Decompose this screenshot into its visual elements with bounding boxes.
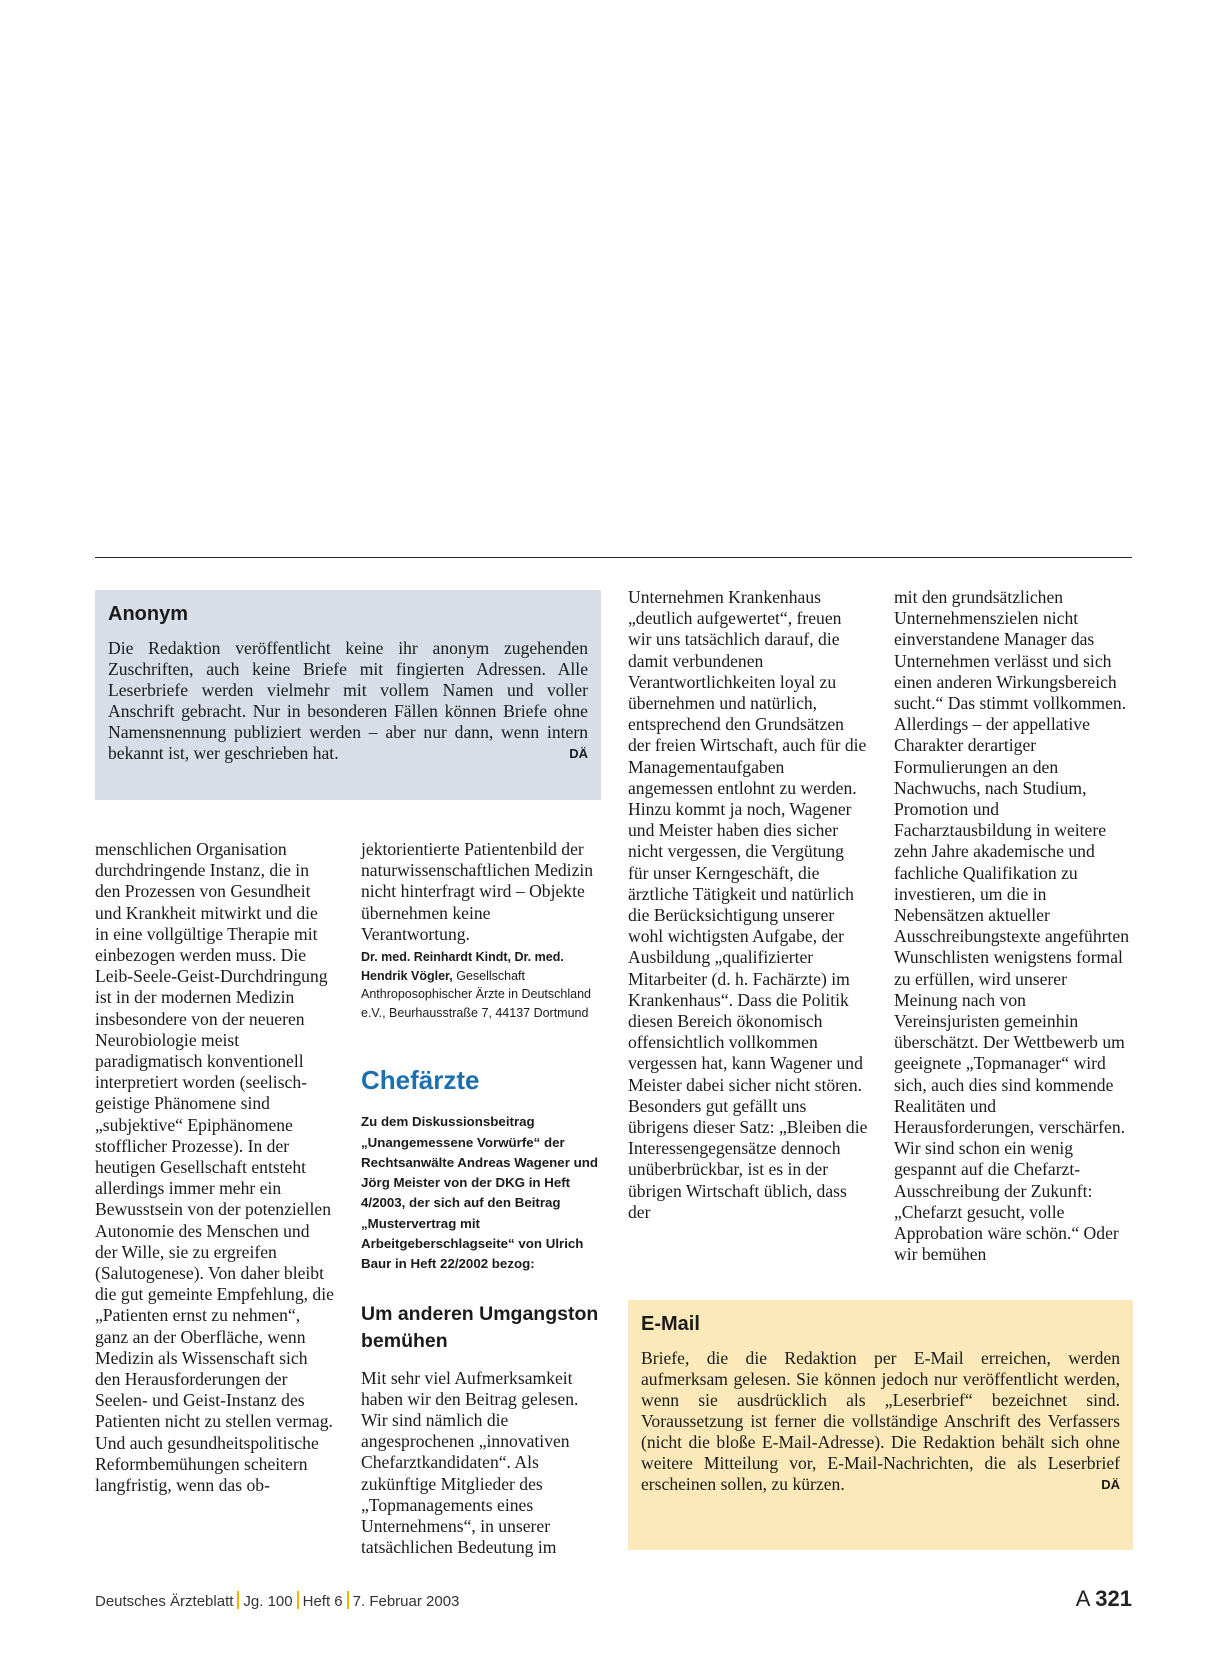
anonym-box-text: Die Redaktion veröffentlicht keine ihr anonym zugehenden Zuschriften, auch keine Briefe mit fingierten Adressen. Alle Leserbriefe werden vielmehr mit vollem Namen und voller Anschrift gebracht. Nur in besonderen Fällen können Briefe ohne Namensnennung publiziert werden – aber nur dann, wenn intern bekannt ist, wer geschrieben hat.	[108, 638, 588, 763]
page-number-value: 321	[1095, 1586, 1132, 1611]
footer-separator	[237, 1591, 239, 1609]
email-box-title: E-Mail	[641, 1313, 700, 1335]
email-box-text: Briefe, die die Redaktion per E-Mail erreichen, werden aufmerksam gelesen. Sie können jedoch nur veröffentlicht werden, wenn sie ausdrücklich als „Leserbrief“ bezeichnet sind. Voraussetzung ist ferner die vollständige Anschrift des Verfassers (nicht die bloße E-Mail-Adresse). Die Redaktion behält sich ohne weitere Mitteilung vor, E-Mail-Nachrichten, die als Leserbrief erscheinen sollen, zu kürzen.	[641, 1348, 1120, 1494]
page-footer	[95, 1588, 1132, 1612]
article-reference-intro: Zu dem Diskussionsbeitrag „Unangemessene Vorwürfe“ der Rechtsanwälte Andreas Wagener und Jörg Meister von der DKG in Heft 4/2003, der sich auf den Beitrag „Mustervertrag mit Arbeitgeberschlagseite“ von Ulrich Baur in Heft 22/2002 bezog:	[361, 1114, 598, 1272]
footer-separator	[347, 1591, 349, 1609]
section-title: Chefärzte	[361, 1065, 480, 1096]
email-info-box	[628, 1300, 1133, 1550]
text-column-3	[628, 587, 868, 1223]
author-names: Dr. med. Reinhardt Kindt, Dr. med. Hendrik Vögler,	[361, 950, 564, 983]
anonym-info-box	[95, 590, 601, 800]
email-box-signature: DÄ	[1101, 1477, 1120, 1492]
journal-issue: Heft 6	[302, 1593, 343, 1610]
anonym-box-title: Anonym	[108, 603, 188, 625]
footer-citation	[95, 1591, 459, 1610]
page-prefix: A	[1075, 1586, 1090, 1611]
journal-name: Deutsches Ärzteblatt	[95, 1593, 234, 1610]
text-column-1	[95, 839, 335, 1496]
text-column-4	[894, 587, 1134, 1266]
column-3-text: Unternehmen Krankenhaus „deutlich aufgewertet“, freuen wir uns tatsächlich darauf, die damit verbundenen Verantwortlichkeiten loyal zu übernehmen und natürlich, entsprechend den Grundsätzen der freien Wirtschaft, auch für die Managementaufgaben angemessen entlohnt zu werden. Hinzu kommt ja noch, Wagener und Meister haben dies sicher nicht vergessen, die Vergütung für unser Kerngeschäft, die ärztliche Tätigkeit und natürlich die Berücksichtigung unserer wohl wichtigsten Aufgabe, der Ausbildung „qualifizierter Mitarbeiter (d. h. Fachärzte) im Krankenhaus“. Dass die Politik diesen Bereich ökonomisch offensichtlich vollkommen vergessen hat, kann Wagener und Meister dabei sicher nicht stören. Besonders gut gefällt uns übrigens dieser Satz: „Bleiben die Interessengegensätze dennoch unüberbrückbar, ist es in der übrigen Wirtschaft üblich, dass der	[628, 587, 868, 1222]
author-signature	[361, 948, 601, 1022]
journal-date: 7. Februar 2003	[352, 1593, 460, 1610]
journal-volume: Jg. 100	[243, 1593, 293, 1610]
column-2-text: jektorientierte Patientenbild der naturwissenschaftlichen Medizin nicht hinterfragt wird – Objekte übernehmen keine Verantwortung.	[361, 839, 594, 944]
anonym-box-signature: DÄ	[569, 746, 588, 761]
letter-text-start: Mit sehr viel Aufmerksamkeit haben wir den Beitrag gelesen. Wir sind nämlich die angesprochenen „innovativen Chefarztkandidaten“. Als zukünftige Mitglieder des „Topmanagements eines Unternehmens“, in unserer tatsächlichen Bedeutung im	[361, 1367, 579, 1558]
footer-separator	[297, 1591, 299, 1609]
column-1-text: menschlichen Organisation durchdringende Instanz, die in den Prozessen von Gesundheit und Krankheit mitwirkt und die in eine vollgültige Therapie mit einbezogen werden muss. Die Leib-Seele-Geist-Durchdringung ist in der modernen Medizin insbesondere von der neueren Neurobiologie meist paradigmatisch konventionell interpretiert worden (seelisch-geistige Phänomene sind „subjektive“ Epiphänomene stofflicher Prozesse). In der heutigen Gesellschaft entsteht allerdings immer mehr ein Bewusstsein von der potenziellen Autonomie des Menschen und der Wille, sie zu ergreifen (Salutogenese). Von daher bleibt die gut gemeinte Empfehlung, die „Patienten ernst zu nehmen“, ganz an der Oberfläche, wenn Medizin als Wissenschaft sich den Herausforderungen der Seelen- und Geist-Instanz des Patienten nicht zu stellen vermag. Und auch gesundheitspolitische Reformbemühungen scheitern langfristig, wenn das ob-	[95, 839, 334, 1496]
page-number	[1076, 1586, 1132, 1612]
column-4-text: mit den grundsätzlichen Unternehmenszielen nicht einverstandene Manager das Unternehmen verlässt und sich einen anderen Wirkungsbereich sucht.“ Das stimmt vollkommen. Allerdings – der appellative Charakter derartiger Formulierungen an den Nachwuchs, nach Studium, Promotion und Facharztausbildung in weitere zehn Jahre akademische und fachliche Qualifikation zu investieren, um die in Nebensätzen aktueller Ausschreibungstexte angeführten Wunschlisten wenigstens formal zu erfüllen, wird unserer Meinung nach von Vereinsjuristen gemeinhin überschätzt. Der Wettbewerb um geeignete „Topmanager“ wird sich, auch dies sind kommende Realitäten und Herausforderungen, verschärfen. Wir sind schon ein wenig gespannt auf die Chefarzt-Ausschreibung der Zukunft: „Chefarzt gesucht, volle Approbation wäre schön.“ Oder wir bemühen	[894, 587, 1129, 1265]
top-rule	[95, 557, 1132, 558]
author-address: Gesellschaft Anthroposophischer Ärzte in Deutschland e.V., Beurhausstraße 7, 44137 Dortmund	[361, 968, 591, 1020]
text-column-2	[361, 839, 601, 1558]
letter-subheading: Um anderen Umgangston bemühen	[361, 1302, 599, 1352]
